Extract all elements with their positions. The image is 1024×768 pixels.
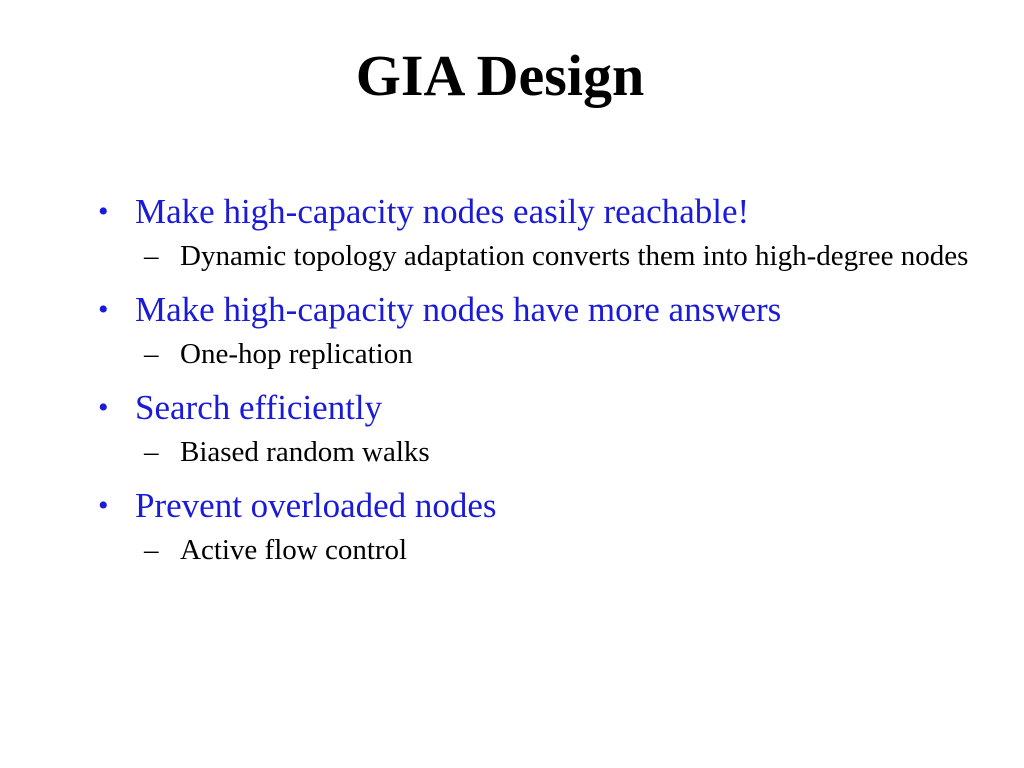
bullet-list bbox=[96, 190, 976, 582]
sub-bullet-marker: – bbox=[144, 534, 159, 566]
bullet-marker: • bbox=[98, 489, 109, 522]
bullet-text: Search efficiently bbox=[135, 388, 383, 427]
bullet-text: Prevent overloaded nodes bbox=[135, 486, 497, 525]
bullet-point bbox=[96, 386, 976, 430]
sub-bullet-list bbox=[96, 334, 976, 374]
bullet-text: Make high-capacity nodes easily reachable! bbox=[135, 192, 750, 231]
bullet-item bbox=[96, 484, 976, 570]
bullet-text: Make high-capacity nodes have more answers bbox=[135, 290, 782, 329]
bullet-marker: • bbox=[98, 391, 109, 424]
sub-bullet-marker: – bbox=[144, 436, 159, 468]
sub-bullet-list bbox=[96, 530, 976, 570]
sub-bullet-point bbox=[96, 530, 976, 570]
sub-bullet-point bbox=[96, 236, 976, 276]
bullet-item bbox=[96, 386, 976, 472]
sub-bullet-text: Biased random walks bbox=[180, 436, 430, 468]
bullet-item bbox=[96, 288, 976, 374]
sub-bullet-list bbox=[96, 432, 976, 472]
sub-bullet-list bbox=[96, 236, 976, 276]
bullet-point bbox=[96, 190, 976, 234]
bullet-marker: • bbox=[98, 293, 109, 326]
bullet-item bbox=[96, 190, 976, 276]
sub-bullet-text: Dynamic topology adaptation converts them into high-degree nodes bbox=[180, 240, 969, 272]
sub-bullet-marker: – bbox=[144, 338, 159, 370]
sub-bullet-marker: – bbox=[144, 240, 159, 272]
sub-bullet-point bbox=[96, 334, 976, 374]
sub-bullet-point bbox=[96, 432, 976, 472]
sub-bullet-text: Active flow control bbox=[180, 534, 408, 566]
sub-bullet-text: One-hop replication bbox=[180, 338, 413, 370]
bullet-point bbox=[96, 288, 976, 332]
bullet-point bbox=[96, 484, 976, 528]
slide-title: GIA Design bbox=[355, 43, 645, 108]
bullet-marker: • bbox=[98, 195, 109, 228]
